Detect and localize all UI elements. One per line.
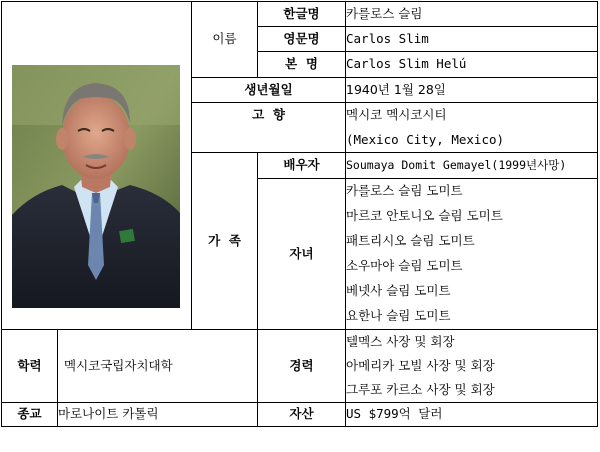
full-name-label: 본 명 [258,52,346,77]
career-label: 경력 [258,330,346,403]
birth-value: 1940년 1월 28일 [346,77,598,102]
hometown-en-value: (Mexico City, Mexico) [346,128,598,153]
korean-name-label: 한글명 [258,2,346,27]
child-item: 소우마야 슬림 도미트 [346,254,598,279]
child-item: 베넷사 슬림 도미트 [346,279,598,304]
korean-name-value: 카를로스 슬림 [346,2,598,27]
birth-label: 생년월일 [192,77,346,102]
portrait-photo [12,65,180,308]
career-item: 아메리카 모빌 사장 및 회장 [346,354,598,378]
english-name-value: Carlos Slim [346,27,598,52]
career-item: 텔멕스 사장 및 회장 [346,330,598,354]
child-item: 패트리시오 슬림 도미트 [346,229,598,254]
education-label: 학력 [2,330,58,403]
spouse-value: Soumaya Domit Gemayel(1999년사망) [346,153,598,178]
photo-cell [2,2,192,330]
spouse-label: 배우자 [258,153,346,178]
assets-label: 자산 [258,402,346,426]
career-item: 그루포 카르소 사장 및 회장 [346,378,598,402]
education-value: 멕시코국립자치대학 [58,330,258,403]
full-name-value: Carlos Slim Helú [346,52,598,77]
children-label: 자녀 [258,178,346,329]
religion-value: 마로나이트 카톨릭 [58,402,258,426]
portrait-image [12,65,180,308]
hometown-ko-value: 멕시코 멕시코시티 [346,102,598,127]
religion-label: 종교 [2,402,58,426]
name-label: 이름 [192,2,258,78]
family-label: 가 족 [192,153,258,330]
child-item: 요한나 슬림 도미트 [346,304,598,329]
child-item: 마르코 안토니오 슬림 도미트 [346,203,598,228]
profile-table [1,1,598,427]
child-item: 카를로스 슬림 도미트 [346,178,598,203]
hometown-label: 고 향 [192,102,346,152]
english-name-label: 영문명 [258,27,346,52]
assets-value: US $799억 달러 [346,402,598,426]
